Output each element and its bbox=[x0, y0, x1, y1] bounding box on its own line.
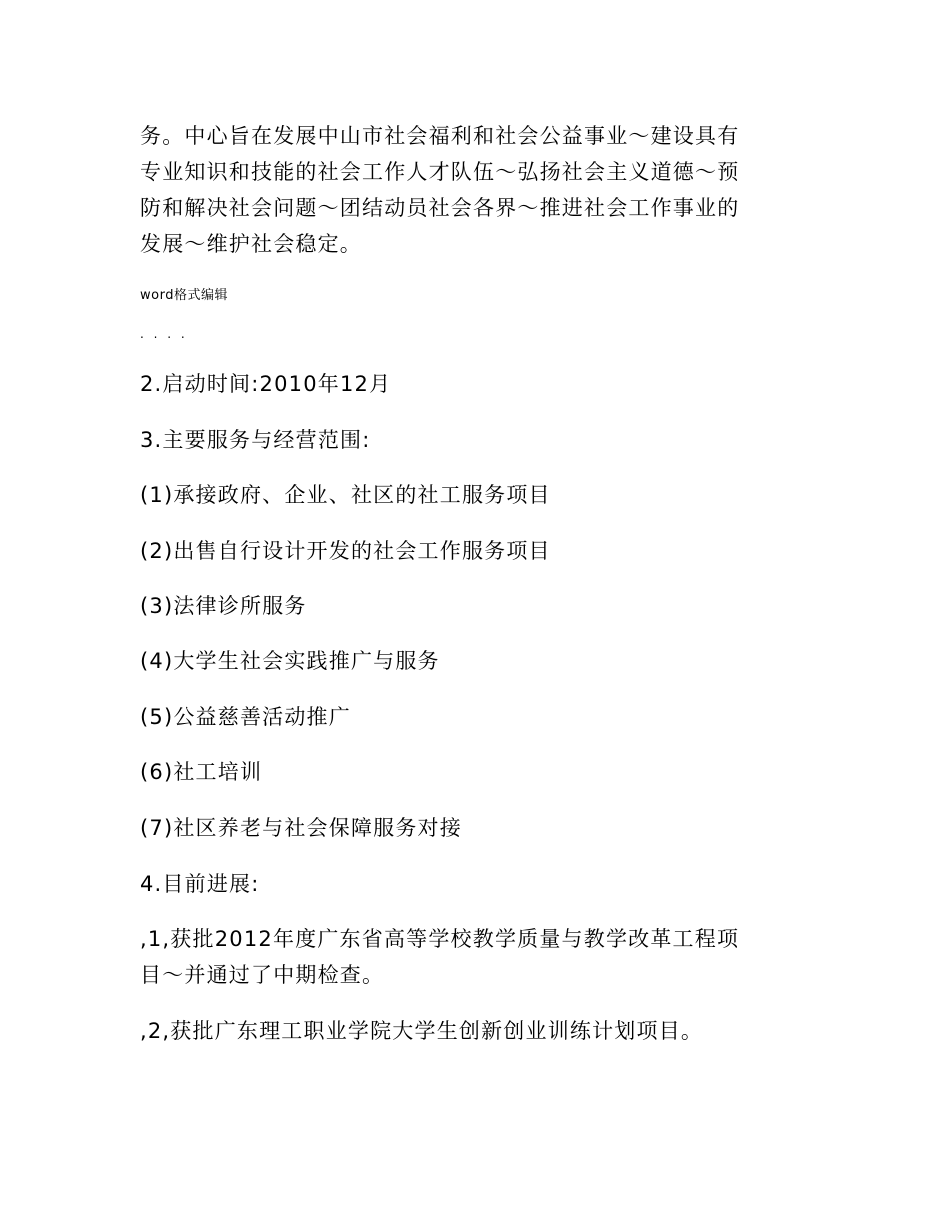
progress-line: ,1,获批2012年度广东省高等学校教学质量与教学改革工程项 bbox=[140, 927, 740, 951]
scope-item: (1)承接政府、企业、社区的社工服务项目 bbox=[140, 483, 551, 507]
progress-line: 目～并通过了中期检查。 bbox=[140, 963, 385, 987]
scope-item: (3)法律诊所服务 bbox=[140, 594, 307, 618]
intro-line: 专业知识和技能的社会工作人才队伍～弘扬社会主义道德～预 bbox=[140, 160, 740, 184]
intro-paragraph bbox=[140, 118, 820, 262]
scope-item: (2)出售自行设计开发的社会工作服务项目 bbox=[140, 539, 551, 563]
dots-separator: . . . . bbox=[140, 327, 188, 341]
progress-heading: 4.目前进展: bbox=[140, 872, 260, 896]
progress-line: ,2,获批广东理工职业学院大学生创新创业训练计划项目。 bbox=[140, 1019, 704, 1043]
progress-item bbox=[140, 921, 820, 993]
scope-item: (5)公益慈善活动推广 bbox=[140, 705, 351, 729]
intro-line: 发展～维护社会稳定。 bbox=[140, 232, 362, 256]
footer-note: word格式编辑 bbox=[140, 288, 228, 303]
intro-line: 防和解决社会问题～团结动员社会各界～推进社会工作事业的 bbox=[140, 196, 740, 220]
scope-item: (4)大学生社会实践推广与服务 bbox=[140, 649, 440, 673]
scope-item: (6)社工培训 bbox=[140, 760, 263, 784]
scope-heading: 3.主要服务与经营范围: bbox=[140, 428, 371, 452]
launch-time: 2.启动时间:2010年12月 bbox=[140, 372, 392, 396]
progress-item bbox=[140, 1013, 820, 1049]
intro-line: 务。中心旨在发展中山市社会福利和社会公益事业～建设具有 bbox=[140, 124, 740, 148]
scope-item: (7)社区养老与社会保障服务对接 bbox=[140, 816, 462, 840]
